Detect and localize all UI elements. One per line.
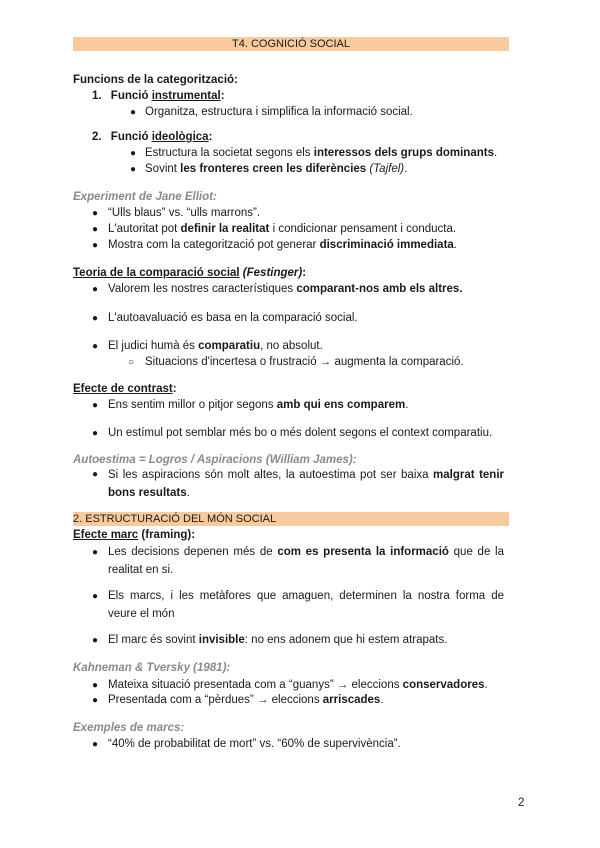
text-run-bold: interessos dels grups dominants xyxy=(313,147,494,159)
comparison-subbullet: Situacions d'incertesa o frustració → augmenta la comparació. xyxy=(145,356,464,368)
function-2-number: 2. xyxy=(92,131,102,143)
bullet-icon: ● xyxy=(92,224,99,235)
bullet-icon: ● xyxy=(92,341,99,352)
hollow-bullet-icon: ○ xyxy=(128,357,135,368)
text-run: (framing): xyxy=(138,529,196,541)
categorization-heading: Funcions de la categorització: xyxy=(73,74,238,86)
text-run-underlined: Efecte marc xyxy=(73,529,139,541)
bullet-icon: ● xyxy=(92,208,99,219)
bullet-icon: ● xyxy=(130,148,137,159)
bullet-icon: ● xyxy=(92,284,99,295)
text-run-bold: invisible xyxy=(198,634,245,646)
text-run-bold: conservadores xyxy=(402,679,485,691)
function-2-bullet-2 xyxy=(145,162,407,177)
kahneman-bullet-1 xyxy=(108,678,488,693)
bullet-icon: ● xyxy=(130,164,137,175)
text-run-underlined: Efecte de contrast xyxy=(73,383,173,395)
comparison-bullet-2: L'autoavaluació es basa en la comparació social. xyxy=(108,312,358,324)
examples-bullet-1: “40% de probabilitat de mort” vs. “60% de supervivència”. xyxy=(108,738,401,750)
text-run-bold: com es presenta la informació xyxy=(277,546,449,558)
function-1-word: instrumental xyxy=(151,90,221,102)
section-2-title: 2. ESTRUCTURACIÓ DEL MÓN SOCIAL xyxy=(73,513,277,525)
text-run-bold: comparant-nos amb els altres. xyxy=(296,283,463,295)
comparison-bullet-3 xyxy=(108,339,323,354)
text-run: Les decisions depenen més de xyxy=(108,546,278,558)
function-1-number: 1. xyxy=(92,90,102,102)
contrast-bullet-1 xyxy=(108,398,408,413)
text-run: El judici humà és xyxy=(108,340,199,352)
text-run: Si les aspiracions són molt altes, la autoestima pot ser baixa xyxy=(108,469,434,481)
text-run: que de la realitat en si. xyxy=(108,546,504,576)
text-run: Presentada com a “pèrdues” → eleccions xyxy=(108,694,323,706)
elliot-heading: Experiment de Jane Elliot: xyxy=(73,191,217,203)
text-run: . xyxy=(404,163,408,175)
bullet-icon: ● xyxy=(92,680,99,691)
bullet-icon: ● xyxy=(130,107,137,118)
text-run: Ens sentim millor o pitjor segons xyxy=(108,399,277,411)
elliot-bullet-2 xyxy=(108,222,456,237)
text-run: . xyxy=(484,679,488,691)
function-2-word: ideològica xyxy=(151,131,209,143)
text-run: Mostra com la categorització pot generar xyxy=(108,239,320,251)
text-run-bold: malgrat tenir bons resultats xyxy=(108,469,504,499)
function-1-colon: : xyxy=(220,90,225,102)
bullet-icon: ● xyxy=(92,469,99,480)
selfesteem-heading: Autoestima = Logros / Aspiracions (William James): xyxy=(73,454,357,466)
text-run: El marc és sovint xyxy=(108,634,199,646)
text-run-bold: definir la realitat xyxy=(180,223,270,235)
framing-heading xyxy=(73,528,195,543)
text-run: . xyxy=(186,487,190,499)
function-1-bullet-1: Organitza, estructura i simplifica la informació social. xyxy=(145,106,413,118)
framing-bullet-1 xyxy=(108,543,504,579)
function-2-colon: : xyxy=(208,131,213,143)
text-run: : no ens adonem que hi estem atrapats. xyxy=(244,634,448,646)
examples-heading: Exemples de marcs: xyxy=(73,722,185,734)
bullet-icon: ● xyxy=(92,428,99,439)
bullet-icon: ● xyxy=(92,547,99,558)
text-run-bold: les fronteres creen les diferències xyxy=(180,163,367,175)
text-run: Sovint xyxy=(145,163,181,175)
text-run-bold: arriscades xyxy=(322,694,381,706)
text-run: . xyxy=(405,399,409,411)
text-run-italic: (Festinger) xyxy=(239,267,303,279)
bullet-icon: ● xyxy=(92,400,99,411)
text-run: Valorem les nostres característiques xyxy=(108,283,297,295)
text-run: . xyxy=(380,694,384,706)
text-run: L'autoritat pot xyxy=(108,223,181,235)
bullet-icon: ● xyxy=(92,635,99,646)
bullet-icon: ● xyxy=(92,695,99,706)
text-run-underlined: Teoria de la comparació social xyxy=(73,267,240,279)
text-run: , no absolut. xyxy=(260,340,323,352)
bullet-icon: ● xyxy=(92,313,99,324)
function-2-bullet-1 xyxy=(145,146,497,161)
selfesteem-bullet-1 xyxy=(108,466,504,502)
text-run: Mateixa situació presentada com a “guanys” → eleccions xyxy=(108,679,403,691)
framing-bullet-2: Els marcs, i les metàfores que amaguen, determinen la nostra forma de veure el món xyxy=(108,590,504,620)
text-run-bold: comparatiu xyxy=(198,340,261,352)
function-1-prefix: Funció xyxy=(110,90,152,102)
text-run-italic: (Tajfel) xyxy=(366,163,405,175)
text-run: : xyxy=(172,383,177,395)
function-1 xyxy=(92,89,225,104)
bullet-icon: ● xyxy=(92,739,99,750)
section-2-band xyxy=(73,512,509,526)
page-title-band xyxy=(73,37,509,51)
kahneman-bullet-2 xyxy=(108,693,384,708)
text-run: i condicionar pensament i conducta. xyxy=(269,223,457,235)
elliot-bullet-3 xyxy=(108,238,457,253)
function-2-prefix: Funció xyxy=(110,131,152,143)
kahneman-heading: Kahneman & Tversky (1981): xyxy=(73,662,231,674)
elliot-bullet-1: “Ulls blaus” vs. “ulls marrons”. xyxy=(108,207,261,219)
function-2 xyxy=(92,130,212,145)
page-number: 2 xyxy=(518,797,525,809)
text-run-bold: amb qui ens comparem xyxy=(276,399,406,411)
text-run: . xyxy=(493,147,498,159)
bullet-icon: ● xyxy=(92,240,99,251)
comparison-bullet-1 xyxy=(108,282,463,297)
page-title: T4. COGNICIÓ SOCIAL xyxy=(232,38,350,50)
text-run: : xyxy=(302,267,307,279)
text-run-bold: discriminació immediata xyxy=(319,239,454,251)
comparison-heading xyxy=(73,266,306,281)
bullet-icon: ● xyxy=(92,591,99,602)
contrast-bullet-2: Un estímul pot semblar més bo o més dolent segons el context comparatiu. xyxy=(108,427,493,439)
framing-bullet-3 xyxy=(108,633,447,648)
contrast-heading xyxy=(73,382,177,397)
text-run: . xyxy=(453,239,457,251)
text-run: Estructura la societat segons els xyxy=(145,147,314,159)
